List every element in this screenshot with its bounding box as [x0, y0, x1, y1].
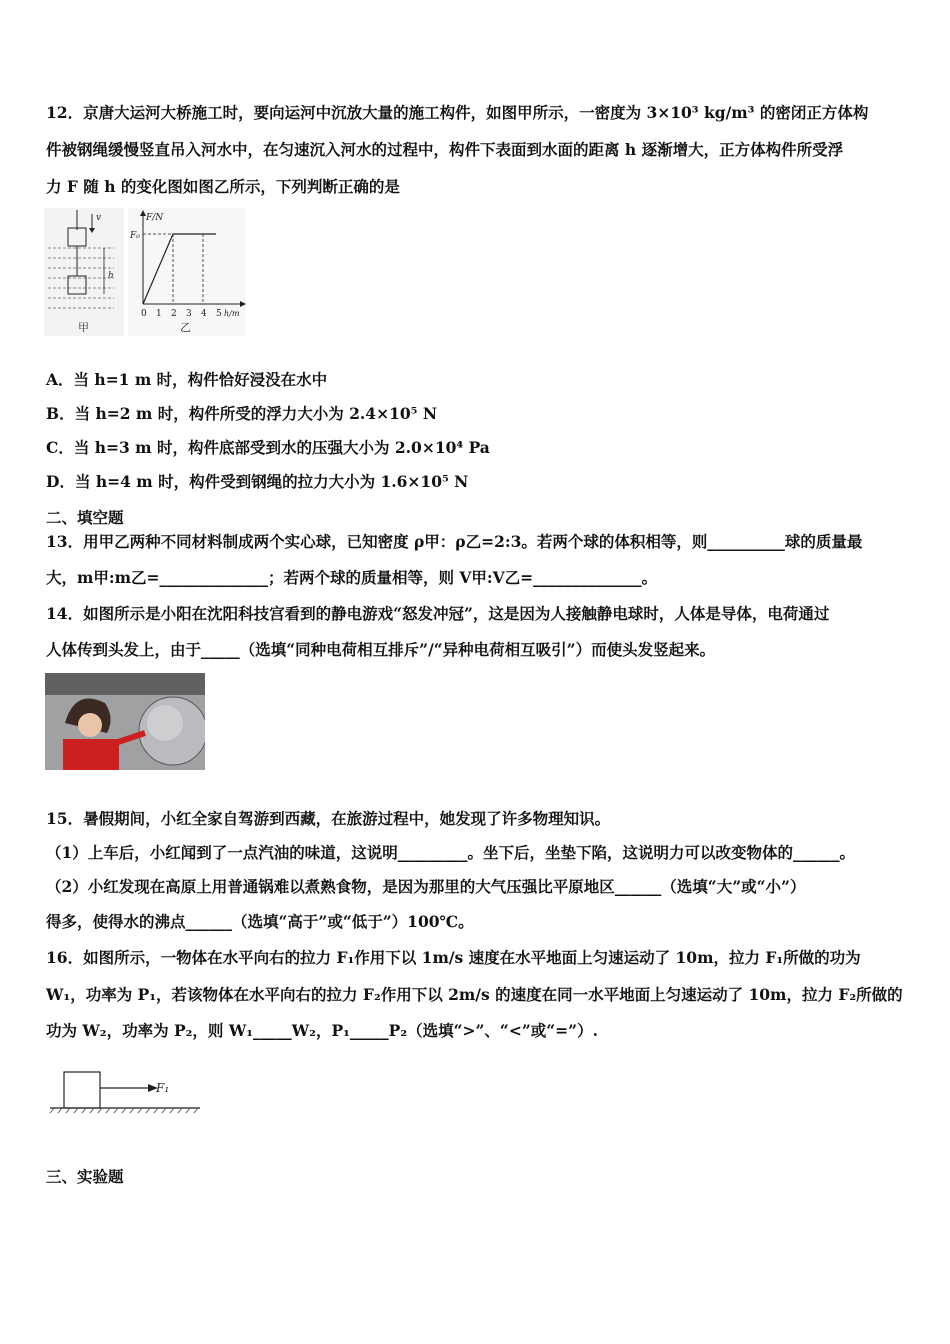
x-tick-2: 2	[171, 309, 177, 319]
q14-line-2: 人体传到头发上，由于_____（选填“同种电荷相互排斥”/“异种电荷相互吸引”）而使头发竖起来。	[46, 640, 716, 659]
x-tick-1: 1	[156, 309, 162, 319]
label-v: v	[96, 213, 102, 223]
q12-option-c: C．当 h=3 m 时，构件底部受到水的压强大小为 2.0×10⁴ Pa	[46, 438, 490, 457]
q13-line-1: 13．用甲乙两种不同材料制成两个实心球，已知密度 ρ甲：ρ乙=2:3。若两个球的体积相等，则__________球的质量最	[46, 532, 863, 551]
q14-line-1: 14．如图所示是小阳在沈阳科技宫看到的静电游戏“怒发冲冠”，这是因为人接触静电球时，人体是导体，电荷通过	[46, 604, 830, 623]
x-tick-3: 3	[186, 309, 192, 319]
force-label: F₁	[156, 1081, 170, 1095]
force-diagram	[48, 1066, 204, 1118]
axis-x-label: h/m	[224, 309, 240, 318]
q12-line-1: 12．京唐大运河大桥施工时，要向运河中沉放大量的施工构件，如图甲所示，一密度为 3×10³ kg/m³ 的密闭正方体构	[46, 103, 869, 122]
section-fill-in: 二、填空题	[46, 508, 124, 527]
q15-line-3: （2）小红发现在高原上用普通锅难以煮熟食物，是因为那里的大气压强比平原地区______（选填“大”或“小”）	[46, 877, 806, 896]
y-tick-F0: F₀	[130, 231, 140, 241]
label-h: h	[108, 271, 114, 281]
q12-line-2: 件被钢绳缓慢竖直吊入河水中，在匀速沉入河水的过程中，构件下表面到水面的距离 h 逐渐增大，正方体构件所受浮	[46, 140, 844, 159]
q15-line-1: 15．暑假期间，小红全家自驾游到西藏，在旅游过程中，她发现了许多物理知识。	[46, 809, 611, 828]
caption-jia: 甲	[78, 321, 89, 334]
q15-line-4: 得多，使得水的沸点______（选填“高于”或“低于”）100℃。	[46, 912, 474, 931]
axis-y-label: F/N	[146, 213, 164, 223]
x-tick-0: 0	[141, 309, 147, 319]
section-experiment: 三、实验题	[46, 1167, 124, 1186]
static-ball-photo	[45, 673, 205, 770]
block	[64, 1072, 100, 1108]
q13-line-2: 大，m甲:m乙=______________；若两个球的质量相等，则 V甲:V乙=______________。	[46, 568, 658, 587]
caption-yi: 乙	[180, 321, 191, 334]
q12-option-d: D．当 h=4 m 时，构件受到钢绳的拉力大小为 1.6×10⁵ N	[46, 472, 469, 491]
figure-jia	[44, 208, 124, 336]
q12-option-b: B．当 h=2 m 时，构件所受的浮力大小为 2.4×10⁵ N	[46, 404, 438, 423]
x-tick-5: 5	[216, 309, 222, 319]
q16-line-3: 功为 W₂，功率为 P₂，则 W₁_____W₂，P₁_____P₂（选填“>”、“<”或“=”）.	[46, 1021, 598, 1040]
q15-line-2: （1）上车后，小红闻到了一点汽油的味道，这说明_________。坐下后，坐垫下陷，这说明力可以改变物体的______。	[46, 843, 856, 862]
q16-line-1: 16．如图所示，一物体在水平向右的拉力 F₁作用下以 1m/s 速度在水平地面上匀速运动了 10m，拉力 F₁所做的功为	[46, 948, 861, 967]
x-tick-4: 4	[201, 309, 207, 319]
figure-yi	[128, 208, 246, 336]
q16-line-2: W₁，功率为 P₁，若该物体在水平向右的拉力 F₂作用下以 2m/s 的速度在同一水平地面上匀速运动了 10m，拉力 F₂所做的	[46, 985, 903, 1004]
q12-option-a: A．当 h=1 m 时，构件恰好浸没在水中	[46, 370, 328, 389]
q12-line-3: 力 F 随 h 的变化图如图乙所示，下列判断正确的是	[46, 177, 400, 196]
